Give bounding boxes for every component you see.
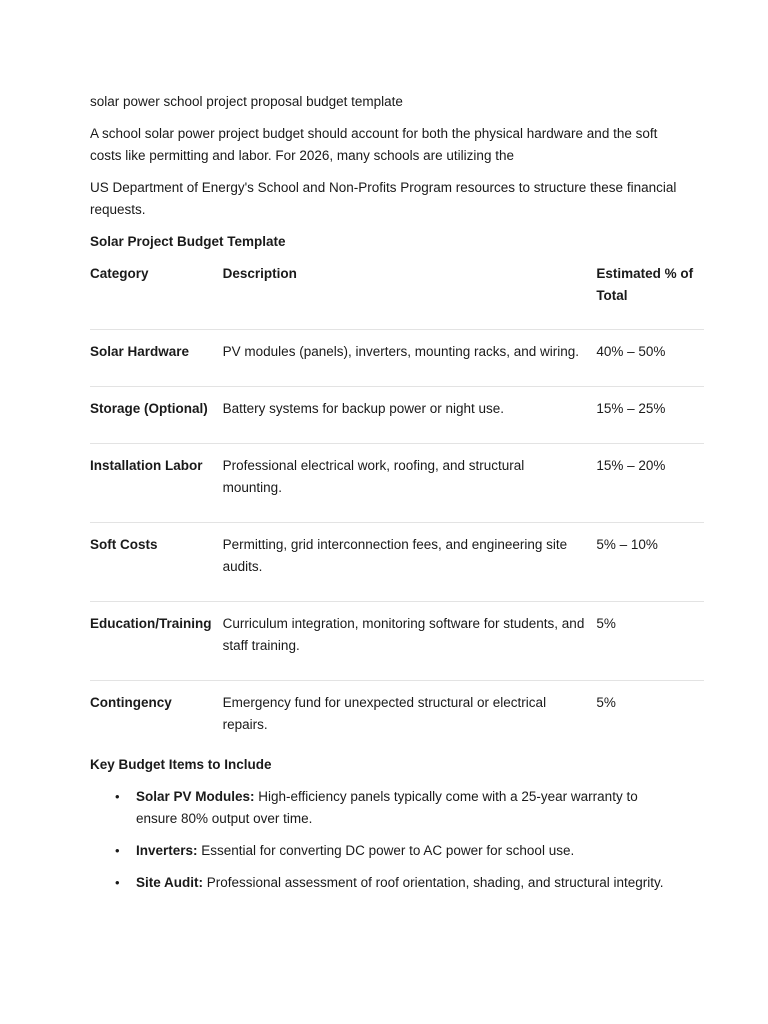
table-row [90,330,704,387]
document-page [90,91,704,904]
budget-table [90,263,704,746]
row-category: Education/Training [90,602,223,681]
row-description: Professional electrical work, roofing, and structural mounting. [223,444,597,523]
item-term: Site Audit: [136,875,203,890]
list-item [115,840,681,862]
row-percent: 40% – 50% [596,330,704,387]
list-item [115,872,681,894]
table-row [90,523,704,602]
header-description: Description [223,263,597,330]
intro-paragraph-1: A school solar power project budget should account for both the physical hardware and the soft costs like permitting and labor. For 2026, many schools are utilizing the [90,126,658,163]
row-category: Storage (Optional) [90,387,223,444]
table-row [90,444,704,523]
key-items-list [90,786,704,894]
item-text: High-efficiency panels typically come with a 25-year warranty to ensure 80% output over time. [136,789,638,826]
item-text: Professional assessment of roof orientation, shading, and structural integrity. [203,875,664,890]
table-heading: Solar Project Budget Template [90,234,286,249]
table-row [90,602,704,681]
row-percent: 15% – 20% [596,444,704,523]
row-category: Installation Labor [90,444,223,523]
row-percent: 5% – 10% [596,523,704,602]
row-category: Soft Costs [90,523,223,602]
bullet-icon: • [115,875,120,890]
row-description: Emergency fund for unexpected structural or electrical repairs. [222,695,547,732]
document-title: solar power school project proposal budget template [90,94,403,109]
bullet-icon: • [115,843,120,858]
header-percent: Estimated % of Total [596,263,704,330]
table-row [90,387,704,444]
row-description: Curriculum integration, monitoring software for students, and staff training. [223,602,597,681]
list-item [115,786,681,830]
row-percent: 5% [596,695,616,710]
row-description: Permitting, grid interconnection fees, and engineering site audits. [223,523,597,602]
item-term: Inverters: [136,843,198,858]
table-header-row [90,263,704,330]
row-description: Battery systems for backup power or night use. [223,387,597,444]
row-category: Solar Hardware [90,330,223,387]
item-term: Solar PV Modules: [136,789,255,804]
key-items-heading: Key Budget Items to Include [90,757,272,772]
row-percent: 15% – 25% [596,387,704,444]
bullet-icon: • [115,789,120,804]
intro-paragraph-2: US Department of Energy's School and Non-Profits Program resources to structure these financial requests. [90,180,677,217]
row-description: PV modules (panels), inverters, mounting racks, and wiring. [223,330,597,387]
table-row [90,681,704,747]
item-text: Essential for converting DC power to AC power for school use. [197,843,575,858]
row-category: Contingency [90,695,172,710]
header-category: Category [90,263,223,330]
row-percent: 5% [596,602,704,681]
